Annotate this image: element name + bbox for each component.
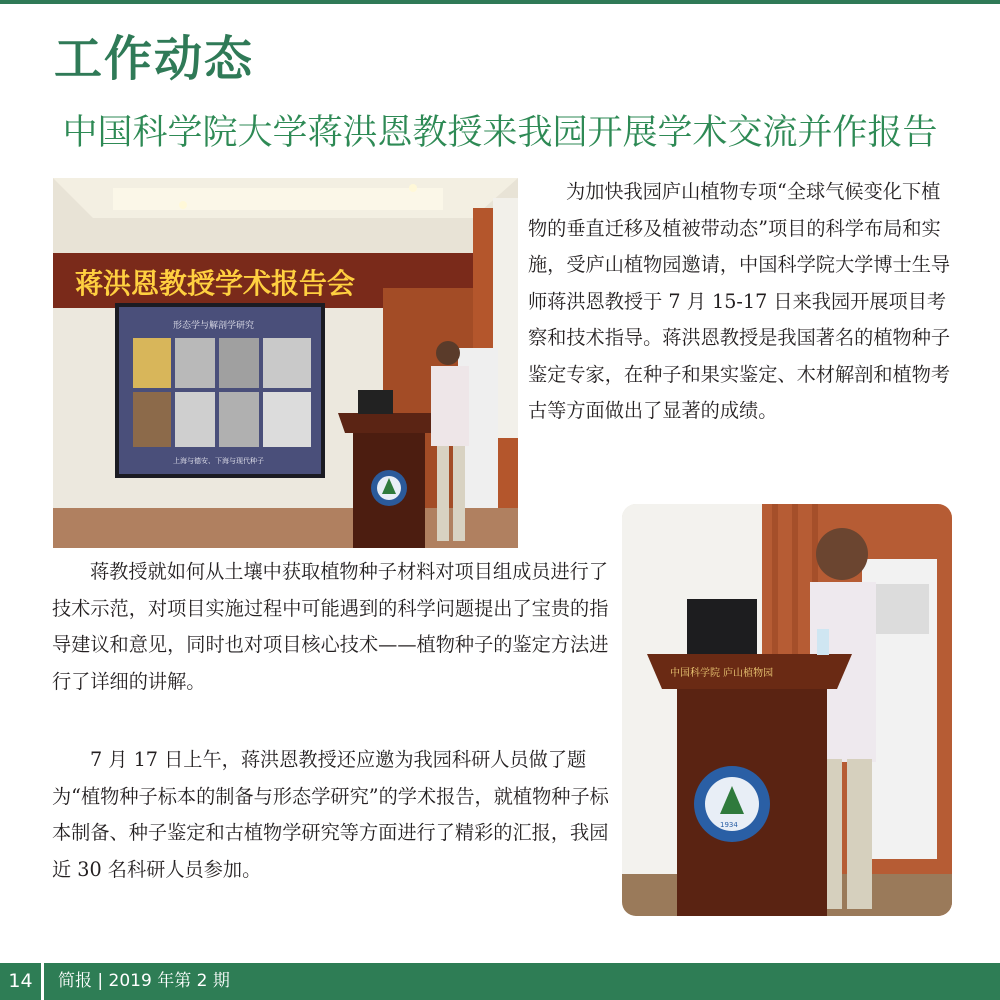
paragraph-2: 蒋教授就如何从土壤中获取植物种子材料对项目组成员进行了技术示范，对项目实施过程中可能遇到的科学问题提出了宝贵的指导建议和意见，同时也对项目核心技术——植物种子的鉴定方法进行了详细的讲解。 [52,560,609,693]
publication-info: 简报 | 2019 年第 2 期 [58,971,230,991]
emblem-year: 1934 [720,821,738,829]
lecture-hall-illustration [53,178,518,548]
banner-text: 蒋洪恩教授学术报告会 [75,267,356,300]
slide-caption: 上海与德安、下海与现代种子 [173,457,264,465]
paragraph-3: 7 月 17 日上午，蒋洪恩教授还应邀为我园科研人员做了题为“植物种子标本的制备与形态学研究”的学术报告，就植物种子标本制备、种子鉴定和古植物学研究等方面进行了精彩的汇报，我园近 30 名科研人员参加。 [52,748,609,881]
section-title: 工作动态 [54,31,255,87]
article-headline: 中国科学院大学蒋洪恩教授来我园开展学术交流并作报告 [62,113,938,153]
speaker-podium-illustration [622,504,952,916]
podium-text: 中国科学院 庐山植物园 [670,668,774,679]
paragraph-1: 为加快我园庐山植物专项“全球气候变化下植物的垂直迁移及植被带动态”项目的科学布局和实施，受庐山植物园邀请，中国科学院大学博士生导师蒋洪恩教授于 7 月 15-17 日来我园开展项目考察和技术指导。蒋洪恩教授是我国著名的植物种子鉴定专家，在种子和果实鉴定、木材解剖和植物考古等方面做出了显著的成绩。 [528,180,951,422]
page-number: 14 [0,963,44,1000]
speaker-podium-photo [622,504,952,916]
lecture-hall-photo [53,178,518,548]
slide-title: 形态学与解剖学研究 [173,321,255,331]
top-rule [0,0,1000,4]
